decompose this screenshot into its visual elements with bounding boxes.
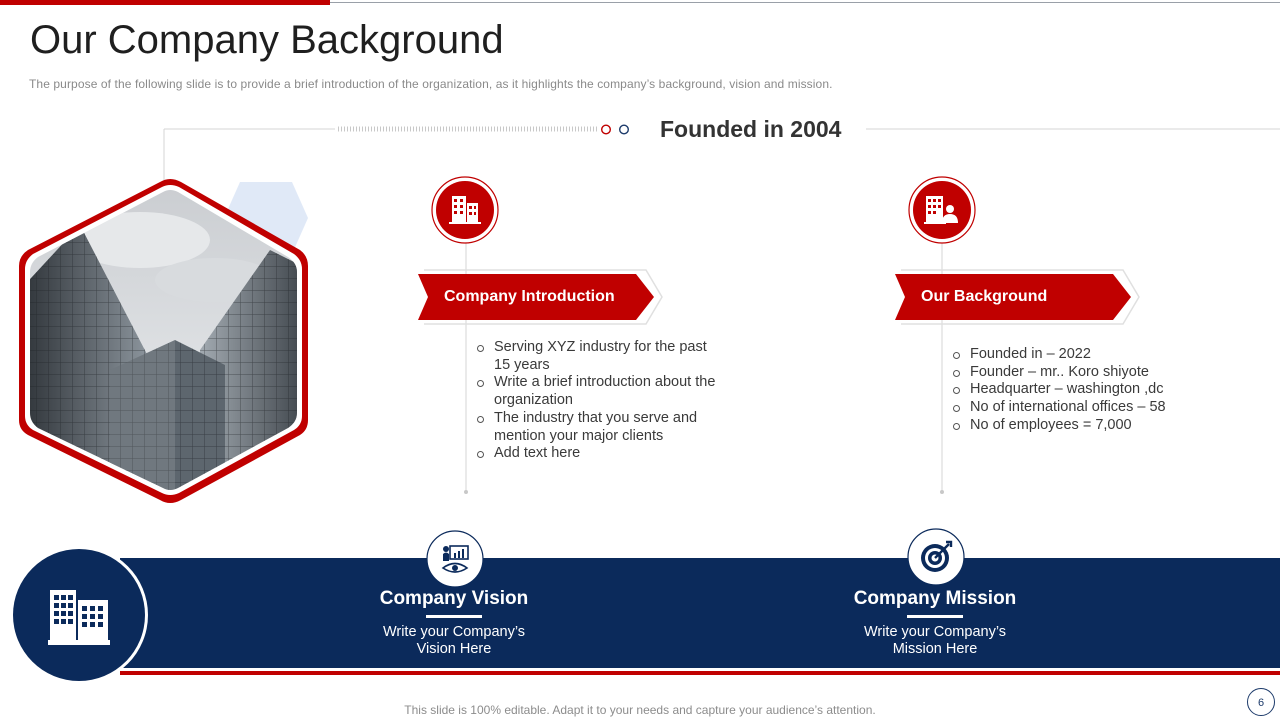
list-item: Add text here [474, 445, 724, 463]
band-red-underline [120, 671, 1280, 675]
our-background-heading: Our Background [921, 288, 1048, 305]
company-building-badge [10, 545, 154, 685]
list-item: Founder – mr.. Koro shiyote [950, 364, 1220, 382]
page-title: Our Company Background [30, 18, 504, 62]
footer-note: This slide is 100% editable. Adapt it to your needs and capture your audience’s attention. [404, 703, 876, 717]
our-background-badge [908, 176, 976, 244]
mission-divider [907, 615, 963, 618]
mission-text: Write your Company’s Mission Here [863, 624, 1007, 657]
list-item: Founded in – 2022 [950, 346, 1220, 364]
list-item: The industry that you serve and mention your major clients [474, 410, 724, 445]
founded-label: Founded in 2004 [660, 116, 842, 142]
company-introduction-list [474, 339, 724, 463]
list-item: No of employees = 7,000 [950, 417, 1220, 435]
building-photo-hexagon [0, 170, 330, 510]
timeline-dots-icon [598, 123, 632, 136]
mission-title: Company Mission [853, 588, 1017, 609]
vision-mission-band [120, 558, 1280, 668]
page-subtitle: The purpose of the following slide is to provide a brief introduction of the organization, as it highlights the company’s background, vision and mission. [29, 77, 833, 91]
vision-text: Write your Company’s Vision Here [382, 624, 526, 657]
list-item: Headquarter – washington ,dc [950, 381, 1220, 399]
list-item: Serving XYZ industry for the past 15 years [474, 339, 724, 374]
vision-badge [426, 530, 484, 588]
list-item: Write a brief introduction about the organization [474, 374, 724, 409]
company-introduction-badge [431, 176, 499, 244]
page-number: 6 [1247, 688, 1275, 716]
mission-badge [907, 528, 965, 586]
vision-title: Company Vision [379, 588, 529, 609]
list-item: No of international offices – 58 [950, 399, 1220, 417]
vision-divider [426, 615, 482, 618]
company-introduction-heading: Company Introduction [444, 288, 615, 305]
our-background-list [950, 346, 1220, 435]
